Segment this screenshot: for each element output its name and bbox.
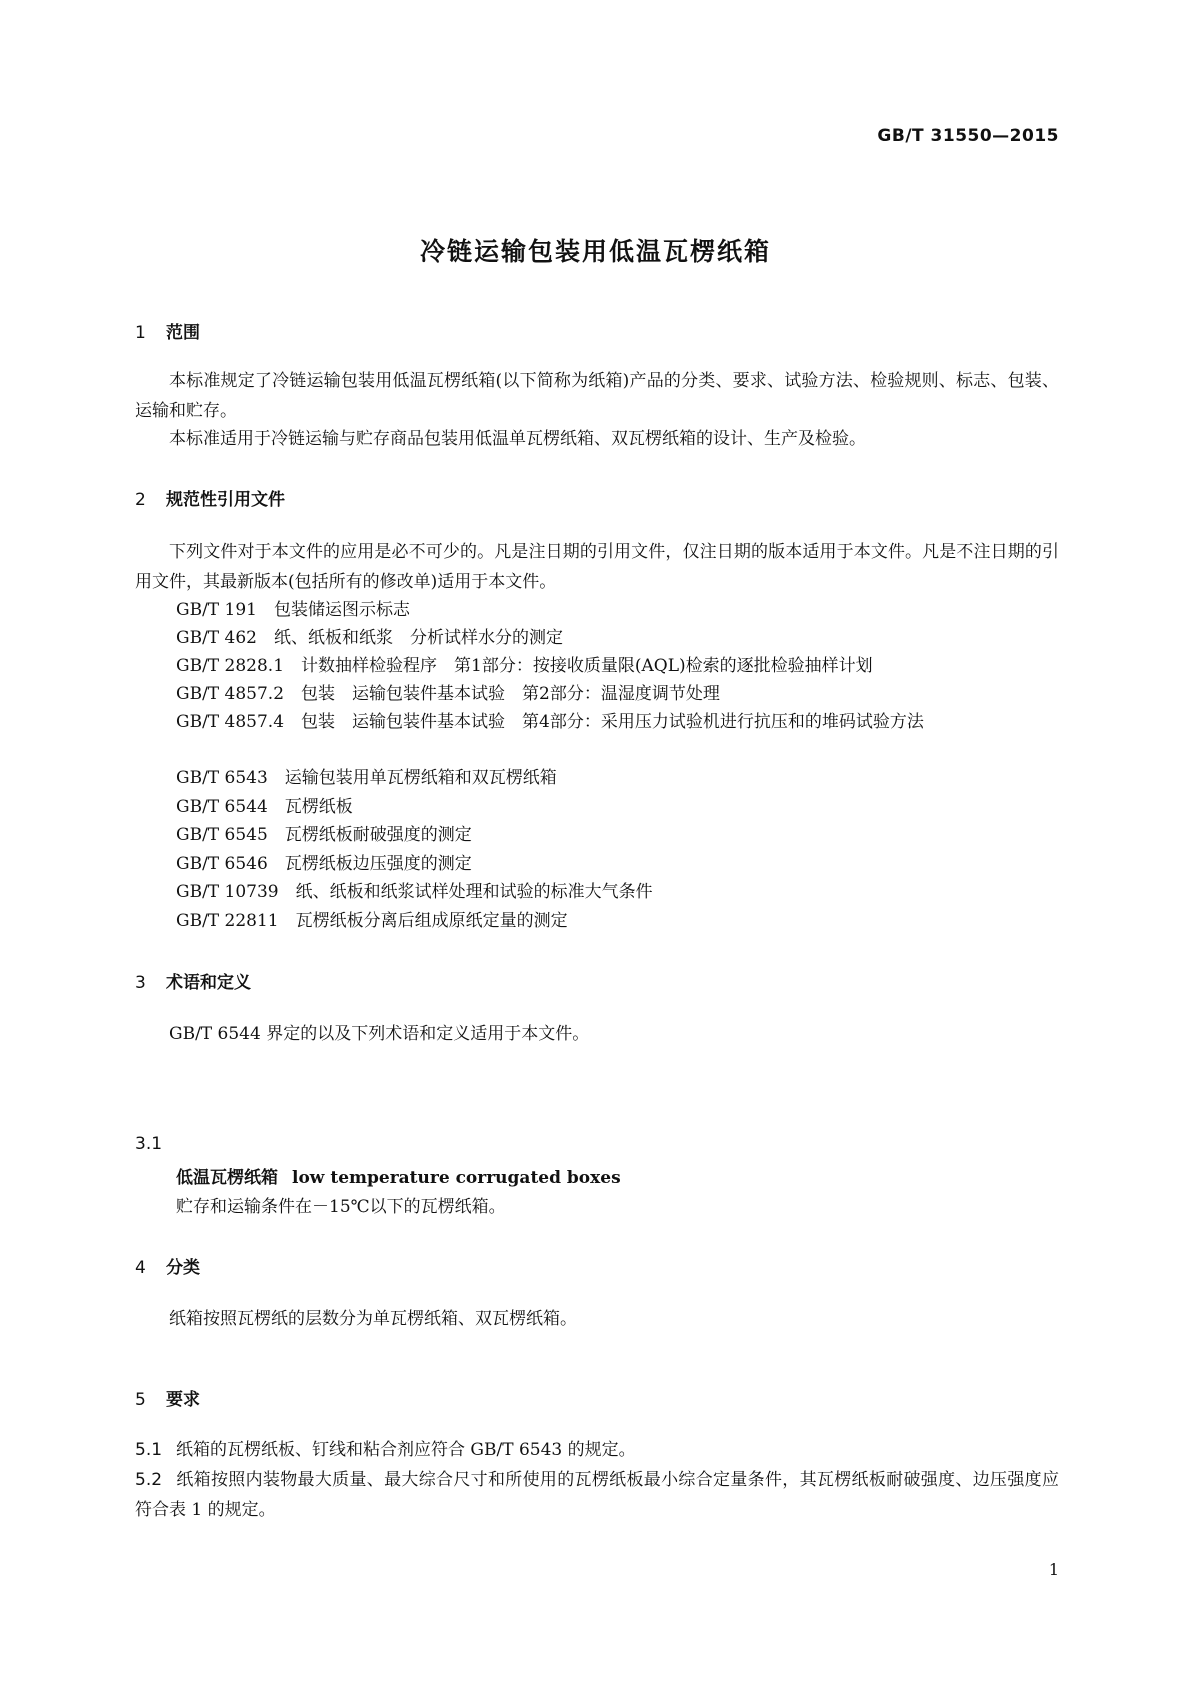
section-4-paragraph: 纸箱按照瓦楞纸的层数分为单瓦楞纸箱、双瓦楞纸箱。 [169, 1309, 577, 1329]
section-title: 分类 [166, 1258, 200, 1278]
reference-item: GB/T 22811 瓦楞纸板分离后组成原纸定量的测定 [176, 911, 568, 931]
section-5-heading [135, 1385, 200, 1410]
reference-item: GB/T 462 纸、纸板和纸浆 分析试样水分的测定 [176, 628, 563, 648]
section-number: 5 [135, 1390, 146, 1410]
term-definition: 贮存和运输条件在－15℃以下的瓦楞纸箱。 [176, 1197, 506, 1217]
reference-item: GB/T 4857.2 包装 运输包装件基本试验 第2部分：温湿度调节处理 [176, 684, 720, 704]
section-title: 范围 [166, 323, 200, 343]
section-title: 要求 [166, 1390, 200, 1410]
section-title: 术语和定义 [166, 973, 251, 993]
section-3-heading [135, 968, 251, 993]
section-2-intro: 下列文件对于本文件的应用是必不可少的。凡是注日期的引用文件，仅注日期的版本适用于本文件。凡是不注日期的引用文件，其最新版本(包括所有的修改单)适用于本文件。 [135, 542, 1059, 592]
clause-5-1 [135, 1435, 1059, 1465]
reference-item: GB/T 6543 运输包装用单瓦楞纸箱和双瓦楞纸箱 [176, 768, 557, 788]
section-1-paragraph-1: 本标准规定了冷链运输包装用低温瓦楞纸箱(以下简称为纸箱)产品的分类、要求、试验方法、检验规则、标志、包装、运输和贮存。 [135, 371, 1059, 421]
reference-item: GB/T 2828.1 计数抽样检验程序 第1部分：按接收质量限(AQL)检索的逐批检验抽样计划 [176, 656, 873, 676]
standard-code: GB/T 31550—2015 [877, 126, 1059, 146]
clause-5-2 [135, 1465, 1059, 1525]
document-title: 冷链运输包装用低温瓦楞纸箱 [419, 237, 771, 266]
reference-item: GB/T 6544 瓦楞纸板 [176, 797, 353, 817]
section-3-intro: GB/T 6544 界定的以及下列术语和定义适用于本文件。 [169, 1024, 590, 1044]
section-1-heading [135, 318, 200, 343]
reference-item: GB/T 6545 瓦楞纸板耐破强度的测定 [176, 825, 472, 845]
section-2-heading [135, 485, 285, 510]
clause-text: 纸箱的瓦楞纸板、钉线和粘合剂应符合 GB/T 6543 的规定。 [176, 1440, 636, 1460]
term-entry [176, 1163, 621, 1188]
section-number: 2 [135, 490, 146, 510]
page-number: 1 [1048, 1560, 1059, 1579]
clause-text: 纸箱按照内装物最大质量、最大综合尺寸和所使用的瓦楞纸板最小综合定量条件，其瓦楞纸板耐破强度、边压强度应符合表 1 的规定。 [135, 1470, 1059, 1520]
section-number: 3 [135, 973, 146, 993]
clause-number: 5.1 [135, 1440, 163, 1460]
reference-item: GB/T 10739 纸、纸板和纸浆试样处理和试验的标准大气条件 [176, 882, 653, 902]
clause-number: 5.2 [135, 1470, 163, 1490]
term-number: 3.1 [135, 1134, 163, 1154]
section-4-heading [135, 1253, 200, 1278]
reference-item: GB/T 4857.4 包装 运输包装件基本试验 第4部分：采用压力试验机进行抗压和的堆码试验方法 [176, 712, 924, 732]
section-number: 1 [135, 323, 146, 343]
section-1-paragraph-2: 本标准适用于冷链运输与贮存商品包装用低温单瓦楞纸箱、双瓦楞纸箱的设计、生产及检验。 [169, 429, 866, 449]
reference-item: GB/T 6546 瓦楞纸板边压强度的测定 [176, 854, 472, 874]
section-title: 规范性引用文件 [166, 490, 285, 510]
section-number: 4 [135, 1258, 146, 1278]
term-chinese: 低温瓦楞纸箱 [176, 1168, 278, 1188]
reference-item: GB/T 191 包装储运图示标志 [176, 600, 410, 620]
term-english: low temperature corrugated boxes [292, 1168, 621, 1188]
